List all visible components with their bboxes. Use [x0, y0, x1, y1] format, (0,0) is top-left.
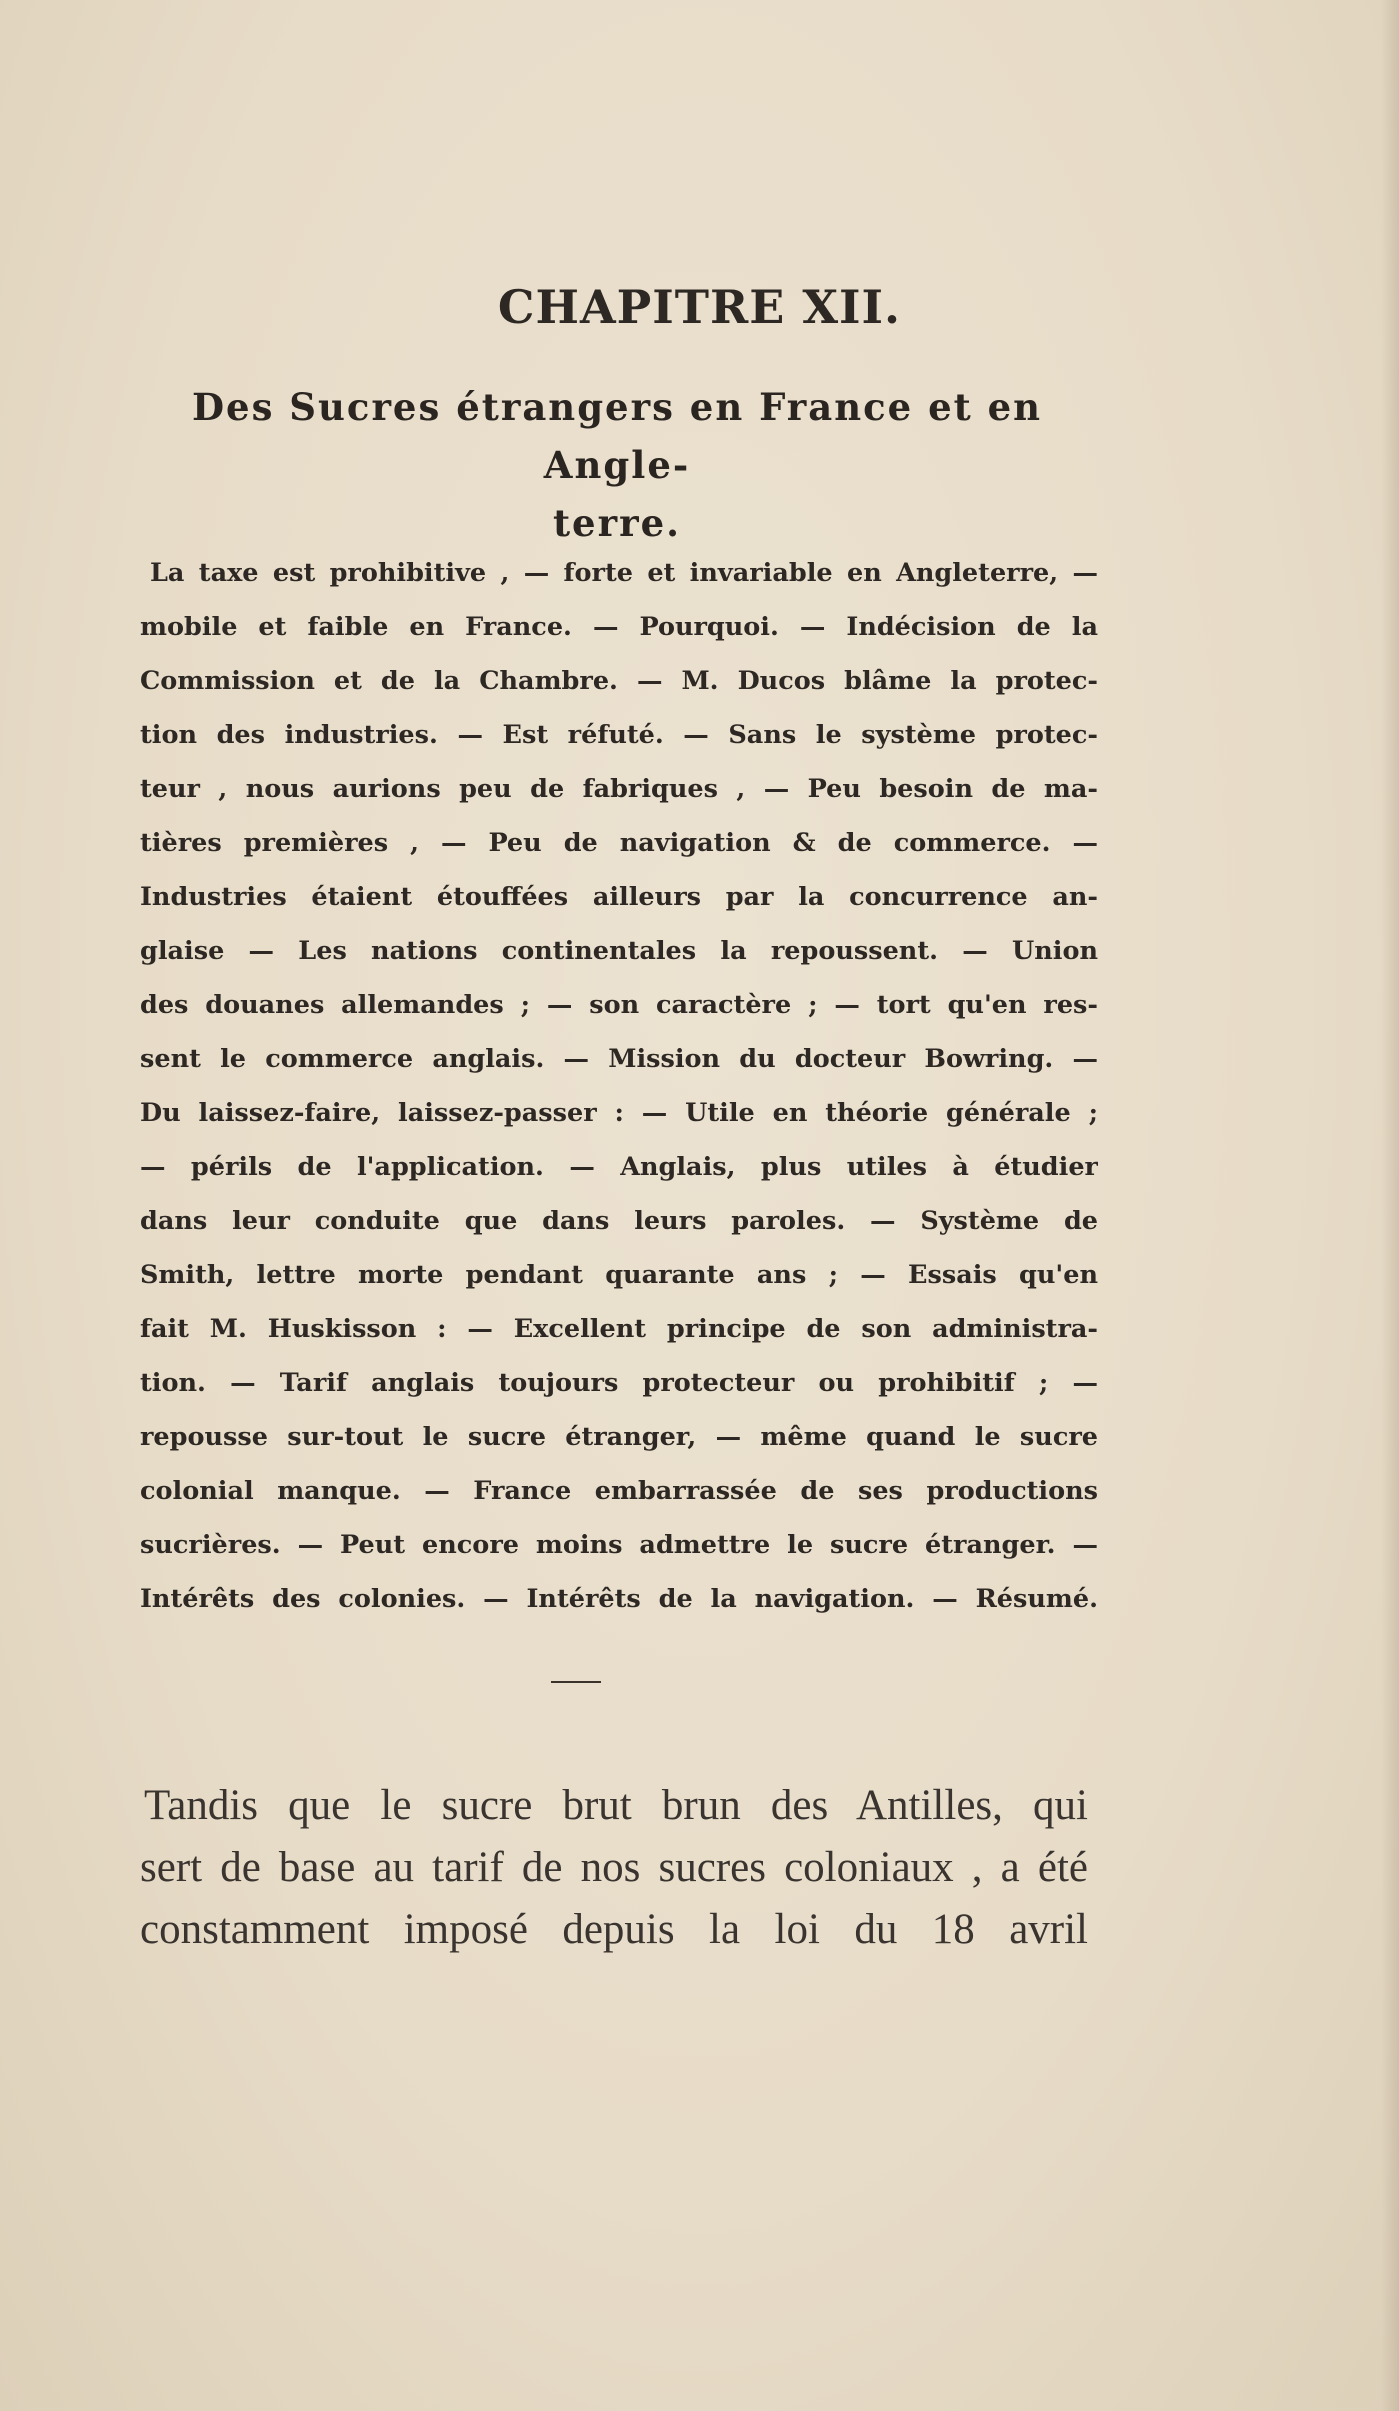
section-divider: [551, 1681, 601, 1683]
summary-line: — périls de l'application. — Anglais, plus utiles à étudier: [140, 1152, 1098, 1182]
chapter-subtitle-line: terre.: [552, 501, 682, 545]
summary-line: repousse sur-tout le sucre étranger, — même quand le sucre: [140, 1422, 1098, 1452]
chapter-title: CHAPITRE XII.: [497, 280, 902, 334]
summary-line: Commission et de la Chambre. — M. Ducos blâme la protec-: [140, 666, 1098, 696]
summary-line: dans leur conduite que dans leurs paroles. — Système de: [140, 1206, 1098, 1236]
body-line: constamment imposé depuis la loi du 18 avril: [140, 1906, 1088, 1953]
summary-line: colonial manque. — France embarrassée de ses productions: [140, 1476, 1098, 1506]
chapter-subtitle: [122, 378, 1112, 552]
summary-line: Du laissez-faire, laissez-passer : — Utile en théorie générale ;: [140, 1098, 1098, 1128]
summary-line: sucrières. — Peut encore moins admettre le sucre étranger. —: [140, 1530, 1098, 1560]
summary-line: glaise — Les nations continentales la repoussent. — Union: [140, 936, 1098, 966]
summary-line: La taxe est prohibitive , — forte et invariable en Angleterre, —: [150, 558, 1098, 588]
chapter-summary: [140, 546, 1098, 1626]
summary-line: Intérêts des colonies. — Intérêts de la navigation. — Résumé.: [140, 1584, 1098, 1614]
summary-line: Smith, lettre morte pendant quarante ans ; — Essais qu'en: [140, 1260, 1098, 1290]
chapter-subtitle-line: Des Sucres étrangers en France et en Angle-: [191, 385, 1043, 487]
summary-line: teur , nous aurions peu de fabriques , — Peu besoin de ma-: [140, 774, 1098, 804]
summary-line: tion des industries. — Est réfuté. — Sans le système protec-: [140, 720, 1098, 750]
summary-line: des douanes allemandes ; — son caractère ; — tort qu'en res-: [140, 990, 1098, 1020]
page-edge-shadow: [1381, 0, 1399, 2411]
summary-line: tion. — Tarif anglais toujours protecteur ou prohibitif ; —: [140, 1368, 1098, 1398]
summary-line: Industries étaient étouffées ailleurs par la concurrence an-: [140, 882, 1098, 912]
body-paragraph: [140, 1775, 1088, 1961]
summary-line: fait M. Huskisson : — Excellent principe de son administra-: [140, 1314, 1098, 1344]
body-line: Tandis que le sucre brut brun des Antilles, qui: [144, 1782, 1088, 1829]
summary-line: sent le commerce anglais. — Mission du docteur Bowring. —: [140, 1044, 1098, 1074]
summary-line: tières premières , — Peu de navigation & de commerce. —: [140, 828, 1098, 858]
body-line: sert de base au tarif de nos sucres coloniaux , a été: [140, 1844, 1088, 1891]
summary-line: mobile et faible en France. — Pourquoi. — Indécision de la: [140, 612, 1098, 642]
